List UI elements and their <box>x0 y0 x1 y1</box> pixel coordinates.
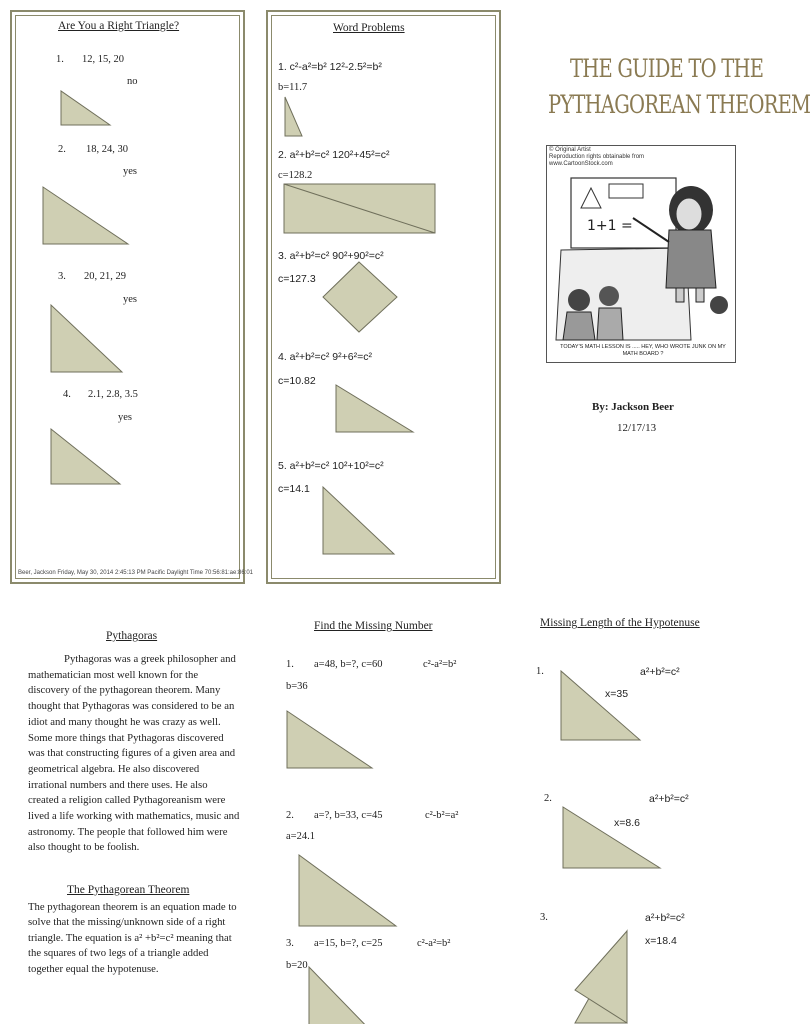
triangle-figure <box>42 186 130 246</box>
hyp-item-result: x=35 <box>605 688 629 700</box>
triangle-figure <box>60 90 112 126</box>
item-sides: 2.1, 2.8, 3.5 <box>88 389 138 400</box>
item-number: 1. <box>56 54 64 65</box>
missing-item-number: 3. <box>286 938 294 949</box>
item-number: 4. <box>63 389 71 400</box>
item-answer: no <box>127 76 138 87</box>
triangle-figure <box>574 930 630 1024</box>
pythagoras-body: Pythagoras was a greek philosopher and mathematician most well known for the discovery of the pythagorean theorem. Many thought that Pythagoras was considered to be an idiot and many thought he was crazy as well. Some more things that Pythagoras discovered was that constructing figures of a given area and geometrical algebra. He also discovered irrational numbers and there uses. He also created a religion called Pythagoreanism were lived a life working with mathematics, music and astronomy. The people that followed him were also thought to be foolish. <box>28 653 240 854</box>
board-writing: 1+1 = <box>587 218 633 234</box>
right-triangle-heading: Are You a Right Triangle? <box>58 20 180 32</box>
triangle-figure <box>284 96 304 138</box>
theorem-heading: The Pythagorean Theorem <box>67 884 190 896</box>
document-footer: Beer, Jackson Friday, May 30, 2014 2:45:13 PM Pacific Daylight Time 70:56:81:ae:86:01 <box>18 570 254 576</box>
missing-item-number: 2. <box>286 810 294 821</box>
triangle-figure <box>50 304 124 374</box>
triangle-figure <box>286 710 374 770</box>
cartoon-drawing <box>551 170 731 340</box>
word-problems-heading: Word Problems <box>333 22 405 34</box>
word-problem-result: c=128.2 <box>278 170 313 181</box>
triangle-figure <box>335 384 415 434</box>
missing-item-formula: c²-a²=b² <box>423 659 457 670</box>
hypotenuse-heading: Missing Length of the Hypotenuse <box>540 617 700 629</box>
theorem-body: The pythagorean theorem is an equation made to solve that the missing/unknown side of a right triangle. The equation is a² +b²=c² meaning that the squares of two legs of a triangle added together equal the hypotenuse. <box>28 901 237 975</box>
missing-number-heading: Find the Missing Number <box>314 620 433 632</box>
cartoon-credit-line: www.CartoonStock.com <box>549 161 613 167</box>
missing-item-result: a=24.1 <box>286 831 315 842</box>
word-problem-equation: 5. a²+b²=c² 10²+10²=c² <box>278 460 384 472</box>
cartoon-credit <box>549 147 644 168</box>
item-number: 3. <box>58 271 66 282</box>
missing-item-given: a=15, b=?, c=25 <box>314 938 383 949</box>
triangle-figure <box>298 854 398 928</box>
word-problem-equation: 1. c²-a²=b² 12²-2.5²=b² <box>278 61 382 73</box>
cartoon-image <box>546 145 736 363</box>
hyp-item-number: 2. <box>544 793 552 804</box>
triangle-figure <box>560 670 642 742</box>
item-sides: 18, 24, 30 <box>86 144 128 155</box>
cover-title-line2: PYTHAGOREAN THEOREM <box>548 90 810 119</box>
triangle-figure <box>322 486 396 556</box>
word-problem-equation: 3. a²+b²=c² 90²+90²=c² <box>278 250 384 262</box>
word-problem-result: c=127.3 <box>278 273 316 285</box>
item-answer: yes <box>118 412 132 423</box>
item-answer: yes <box>123 166 137 177</box>
item-answer: yes <box>123 294 137 305</box>
cartoon-credit-line: © Original Artist <box>549 147 591 153</box>
triangle-figure <box>308 966 378 1024</box>
missing-item-given: a=48, b=?, c=60 <box>314 659 383 670</box>
missing-item-formula: c²-b²=a² <box>425 810 459 821</box>
cartoon-credit-line: Reproduction rights obtainable from <box>549 154 645 160</box>
hyp-item-number: 1. <box>536 666 544 677</box>
missing-item-number: 1. <box>286 659 294 670</box>
hyp-item-formula: a²+b²=c² <box>645 912 685 924</box>
document-date: 12/17/13 <box>617 422 657 434</box>
missing-item-given: a=?, b=33, c=45 <box>314 810 383 821</box>
word-problem-equation: 2. a²+b²=c² 120²+45²=c² <box>278 149 390 161</box>
word-problem-equation: 4. a²+b²=c² 9²+6²=c² <box>278 351 372 363</box>
hyp-item-result: x=8.6 <box>614 817 640 829</box>
square-figure <box>321 260 399 334</box>
pythagoras-heading: Pythagoras <box>106 630 158 642</box>
hyp-item-formula: a²+b²=c² <box>649 793 689 805</box>
item-sides: 12, 15, 20 <box>82 54 124 65</box>
rectangle-figure <box>283 183 437 235</box>
hyp-item-number: 3. <box>540 912 548 923</box>
missing-item-result: b=36 <box>286 681 308 692</box>
word-problem-result: c=14.1 <box>278 483 310 495</box>
missing-item-formula: c²-a²=b² <box>417 938 451 949</box>
hyp-item-formula: a²+b²=c² <box>640 666 680 678</box>
cover-title-line1: THE GUIDE TO THE <box>570 54 764 83</box>
word-problem-result: b=11.7 <box>278 82 308 93</box>
missing-item-result: b=20 <box>286 960 308 971</box>
author-name: By: Jackson Beer <box>592 401 674 413</box>
cartoon-caption: TODAY'S MATH LESSON IS ..... HEY, WHO WROTE JUNK ON MY MATH BOARD ? <box>560 344 726 357</box>
item-sides: 20, 21, 29 <box>84 271 126 282</box>
triangle-figure <box>50 428 122 486</box>
word-problem-result: c=10.82 <box>278 375 316 387</box>
item-number: 2. <box>58 144 66 155</box>
hyp-item-result: x=18.4 <box>645 935 677 947</box>
triangle-figure <box>562 806 662 870</box>
